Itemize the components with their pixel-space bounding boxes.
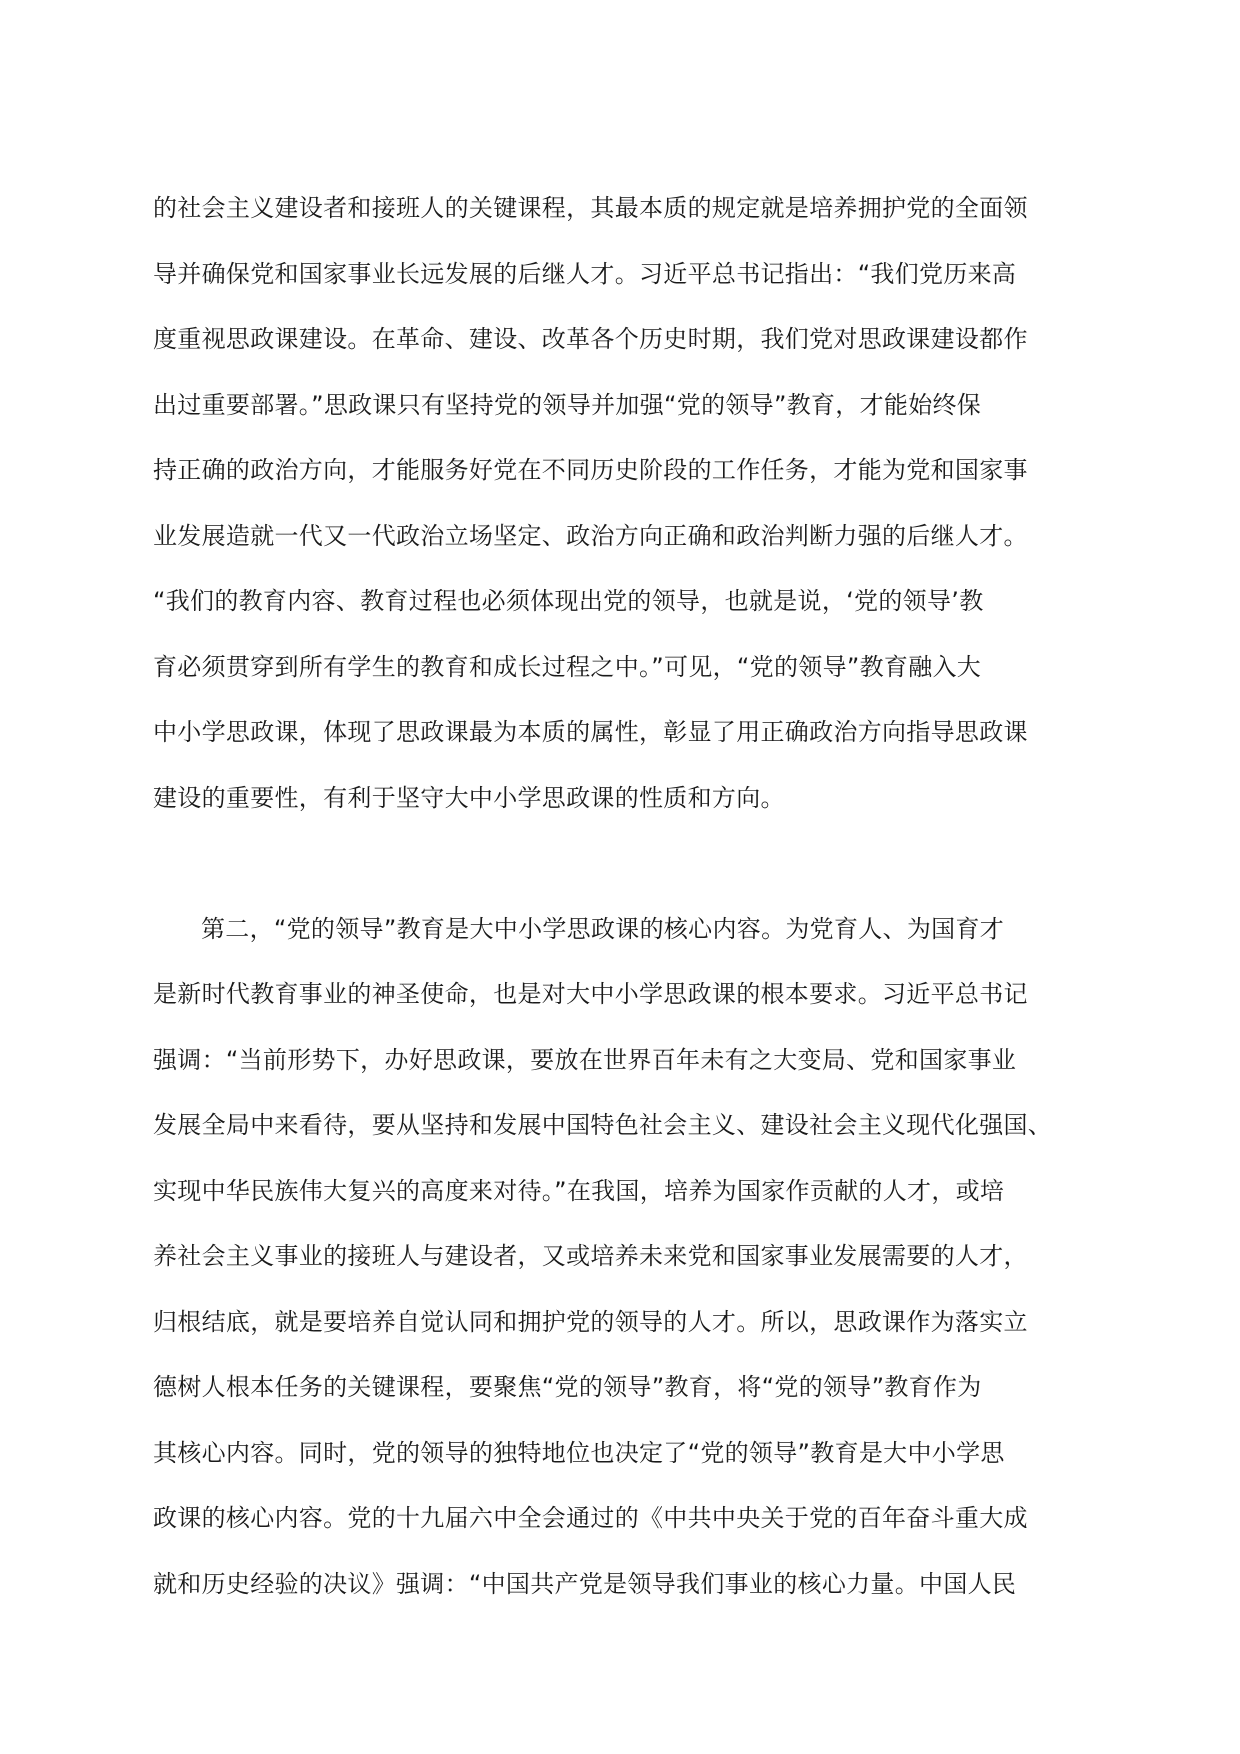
text-line: 持正确的政治方向，才能服务好党在不同历史阶段的工作任务，才能为党和国家事	[153, 456, 1028, 484]
text-line: 出过重要部署。”思政课只有坚持党的领导并加强“党的领导”教育，才能始终保	[153, 390, 982, 419]
text-line: 的社会主义建设者和接班人的关键课程，其最本质的规定就是培养拥护党的全面领	[153, 194, 1028, 222]
text-line: 业发展造就一代又一代政治立场坚定、政治方向正确和政治判断力强的后继人才。	[153, 521, 1028, 550]
text-line: 强调：“当前形势下，办好思政课，要放在世界百年未有之大变局、党和国家事业	[153, 1045, 1017, 1074]
text-line: 育必须贯穿到所有学生的教育和成长过程之中。”可见，“党的领导”教育融入大	[153, 652, 982, 681]
text-line: 养社会主义事业的接班人与建设者，又或培养未来党和国家事业发展需要的人才，	[153, 1242, 1028, 1270]
paragraph-2	[153, 897, 1073, 1618]
text-line: 政课的核心内容。党的十九届六中全会通过的《中共中央关于党的百年奋斗重大成	[153, 1504, 1028, 1532]
text-line: 度重视思政课建设。在革命、建设、改革各个历史时期，我们党对思政课建设都作	[153, 325, 1028, 353]
paragraph-gap	[153, 831, 1073, 897]
paragraph-1	[153, 176, 1073, 831]
text-line: 建设的重要性，有利于坚守大中小学思政课的性质和方向。	[153, 783, 785, 812]
text-line: 是新时代教育事业的神圣使命，也是对大中小学思政课的根本要求。习近平总书记	[153, 980, 1028, 1008]
text-line: 实现中华民族伟大复兴的高度来对待。”在我国，培养为国家作贡献的人才，或培	[153, 1176, 1005, 1205]
text-line: 其核心内容。同时，党的领导的独特地位也决定了“党的领导”教育是大中小学思	[153, 1438, 1005, 1467]
text-line: 发展全局中来看待，要从坚持和发展中国特色社会主义、建设社会主义现代化强国、	[153, 1111, 1053, 1139]
body-text	[153, 176, 1073, 1617]
text-line: 就和历史经验的决议》强调：“中国共产党是领导我们事业的核心力量。中国人民	[153, 1569, 1017, 1598]
text-line: 德树人根本任务的关键课程，要聚焦“党的领导”教育，将“党的领导”教育作为	[153, 1373, 982, 1401]
text-line: 中小学思政课，体现了思政课最为本质的属性，彰显了用正确政治方向指导思政课	[153, 718, 1028, 746]
text-line: “我们的教育内容、教育过程也必须体现出党的领导，也就是说，‘党的领导’教	[153, 587, 984, 615]
text-line: 导并确保党和国家事业长远发展的后继人才。习近平总书记指出：“我们党历来高	[153, 259, 1017, 288]
text-line: 归根结底，就是要培养自觉认同和拥护党的领导的人才。所以，思政课作为落实立	[153, 1307, 1028, 1336]
text-line: 第二，“党的领导”教育是大中小学思政课的核心内容。为党育人、为国育才	[201, 914, 1005, 943]
